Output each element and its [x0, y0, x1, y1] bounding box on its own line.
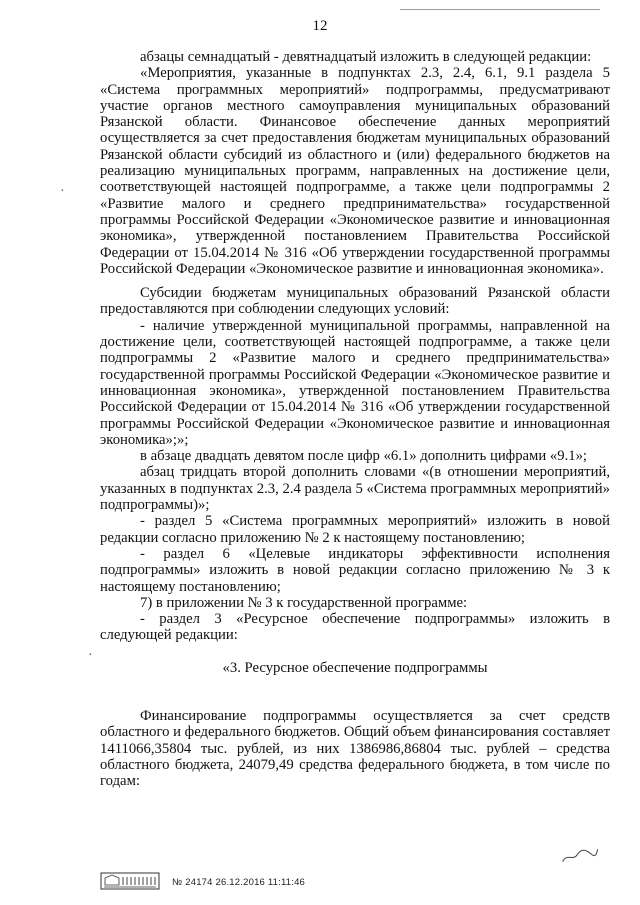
handwritten-signature — [559, 844, 602, 870]
paragraph: абзац тридцать второй дополнить словами «(в отношении мероприятий, указанных в подпунктах 2.3, 2.4 раздела 5 «Система программных мероприятий» подпрограммы)»; — [100, 464, 610, 514]
document-registration-info: № 24174 26.12.2016 11:11:46 — [172, 877, 306, 888]
page-number: 12 — [312, 18, 328, 34]
scan-dot: · — [60, 184, 65, 199]
list-item: - раздел 6 «Целевые индикаторы эффективности исполнения подпрограммы» изложить в новой редакции согласно приложению № 3 к настоящему постановлению; — [100, 545, 610, 595]
scan-dot: · — [88, 648, 93, 663]
paragraph: Финансирование подпрограммы осуществляется за счет средств областного и федерального бюджетов. Общий объем финансирования составляет 1411066,35804 тыс. рублей, из них 1386986,86804 тыс. рублей – средства областного бюджета, 24079,49 средства федерального бюджета, в том числе по годам: — [100, 707, 610, 790]
paragraph: Субсидии бюджетам муниципальных образований Рязанской области предоставляются при соблюдении следующих условий: — [100, 285, 610, 318]
list-item: - раздел 3 «Ресурсное обеспечение подпрограммы» изложить в следующей редакции: — [100, 611, 610, 644]
section-heading: «3. Ресурсное обеспечение подпрограммы — [222, 659, 488, 676]
list-item: - раздел 5 «Система программных мероприятий» изложить в новой редакции согласно приложению № 2 к настоящему постановлению; — [100, 513, 610, 546]
list-item: - наличие утвержденной муниципальной программы, направленной на достижение цели, соответствующей настоящей подпрограмме, а также цели подпрограммы 2 «Развитие малого и среднего предпринимательства» государственной программы Российской Федерации «Экономическое развитие и инновационная экономика», утвержденной постановлением Правительства Российской Федерации от 15.04.2014 № 316 «Об утверждении государственной программы Российской Федерации «Экономическое развитие и инновационная экономика»;»; — [100, 317, 610, 448]
paragraph: абзацы семнадцатый - девятнадцатый изложить в следующей редакции: — [140, 49, 592, 65]
paragraph: «Мероприятия, указанные в подпунктах 2.3, 2.4, 6.1, 9.1 раздела 5 «Система программных мероприятий» подпрограммы, предусматривают участие органов местного самоуправления муниципальных образований Рязанской области. Финансовое обеспечение данных мероприятий осуществляется за счет предоставления бюджетам муниципальных образований Рязанской области субсидий из областного и (или) федерального бюджетов на реализацию муниципальных программ, направленных на достижение цели, соответствующей настоящей подпрограмме, а также цели подпрограммы 2 «Развитие малого и среднего предпринимательства» государственной программы Российской Федерации «Экономическое развитие и инновационная экономика», утвержденной постановлением Правительства Российской Федерации от 15.04.2014 № 316 «Об утверждении государственной программы Российской Федерации «Экономическое развитие и инновационная экономика». — [100, 65, 610, 277]
paragraph: 7) в приложении № 3 к государственной программе: — [140, 594, 468, 611]
registry-stamp-icon — [100, 871, 160, 894]
scan-mark-top — [400, 9, 600, 10]
document-body — [100, 49, 610, 789]
footer — [100, 871, 305, 894]
paragraph: в абзаце двадцать девятом после цифр «6.1» дополнить цифрами «9.1»; — [140, 448, 588, 465]
